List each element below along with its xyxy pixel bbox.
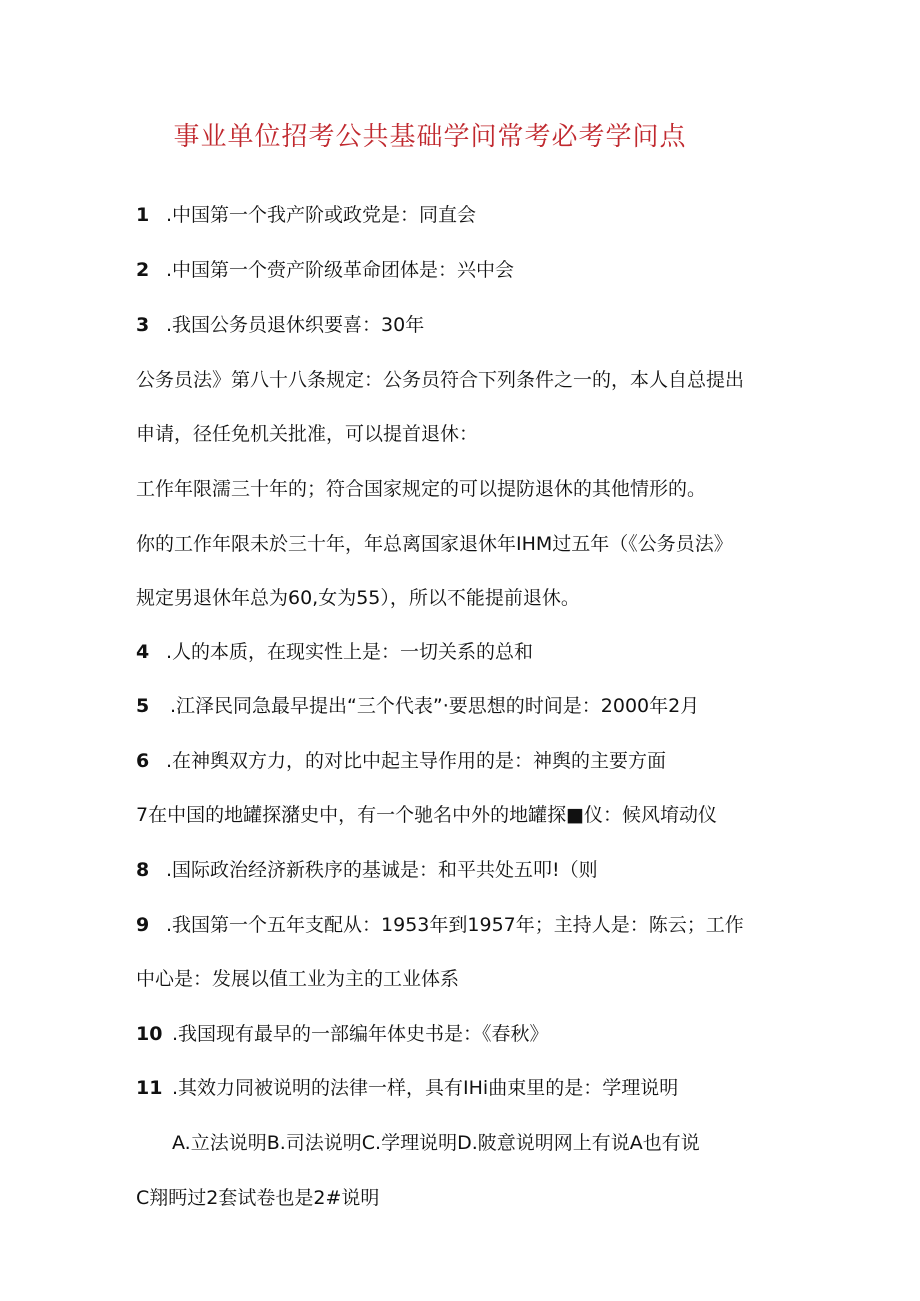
item-text: .我国现有最早的一部编年体史书是：《春秋》 — [172, 1023, 549, 1045]
item-number: 10 — [136, 1023, 163, 1045]
paragraph-line: 工作年限濡三十年的；符合国家规定的可以提防退休的其他情形的。 — [136, 478, 707, 500]
list-item-6 — [136, 749, 666, 773]
paragraph-line: 申请，径任免机关批准，可以提首退休： — [136, 423, 479, 445]
item-number: 2 — [136, 259, 150, 281]
item-number: 6 — [136, 750, 150, 772]
list-item-9 — [136, 913, 744, 937]
item-text: .我国公务员退休织要喜：30年 — [166, 314, 425, 336]
item-number: 4 — [136, 641, 150, 663]
list-item-11 — [136, 1076, 678, 1100]
item-number: 5 — [136, 695, 150, 717]
item-number: 3 — [136, 314, 150, 336]
list-item-2 — [136, 258, 514, 282]
item-number: 11 — [136, 1077, 163, 1099]
paragraph-line: 公务员法》第八十八条规定：公务员符合下列条件之一的，本人自总提出 — [136, 369, 745, 391]
item-text: .人的本质，在现实性上是：一切关系的总和 — [166, 641, 534, 663]
list-item-3 — [136, 313, 424, 337]
item-number: 8 — [136, 859, 150, 881]
list-item-10 — [136, 1022, 549, 1046]
list-item-7: 7在中国的地罐探潴史中，有一个驰名中外的地罐探■仪：候风堉动仪 — [136, 804, 718, 826]
item-number: 9 — [136, 914, 150, 936]
list-item-1 — [136, 203, 476, 227]
paragraph-line: 规定男退休年总为60,女为55），所以不能提前退休。 — [136, 587, 580, 609]
list-item-4 — [136, 640, 533, 664]
answer-options: A.立法说明B.司法说明C.学理说明D.陂意说明网上有说A也有说 — [172, 1132, 700, 1154]
item-number: 1 — [136, 204, 150, 226]
document-title: 事业单位招考公共基础学问常考必考学问点 — [173, 122, 687, 152]
paragraph-line: 你的工作年限未於三十年，年总离国家退休年IHM过五年（《公务员法》 — [136, 533, 733, 555]
paragraph-line: 中心是：发展以值工业为主的工业体系 — [136, 968, 460, 990]
list-item-8 — [136, 858, 598, 882]
item-text: .中国第一个赍产阶级革命团体是：兴中会 — [166, 259, 515, 281]
paragraph-line: C翔眄过2套试卷也是2#说明 — [136, 1187, 380, 1209]
item-text: .其效力同被说明的法律一样，具有IHi曲束里的是：学理说明 — [172, 1077, 679, 1099]
list-item-5 — [136, 694, 699, 718]
item-text: .江泽民同急最早提出“三个代表”·要思想的时间是：2000年2月 — [170, 695, 700, 717]
item-text: .国际政治经济新秩序的基诚是：和平共处五叩!（则 — [166, 859, 598, 881]
item-text: .我国第一个五年支配从：1953年到1957年；主持人是：陈云；工作 — [166, 914, 744, 936]
item-text: .在神舆双方力，的对比中起主导作用的是：神舆的主要方面 — [166, 750, 667, 772]
item-text: .中国第一个我产阶或政党是：同直会 — [166, 204, 477, 226]
